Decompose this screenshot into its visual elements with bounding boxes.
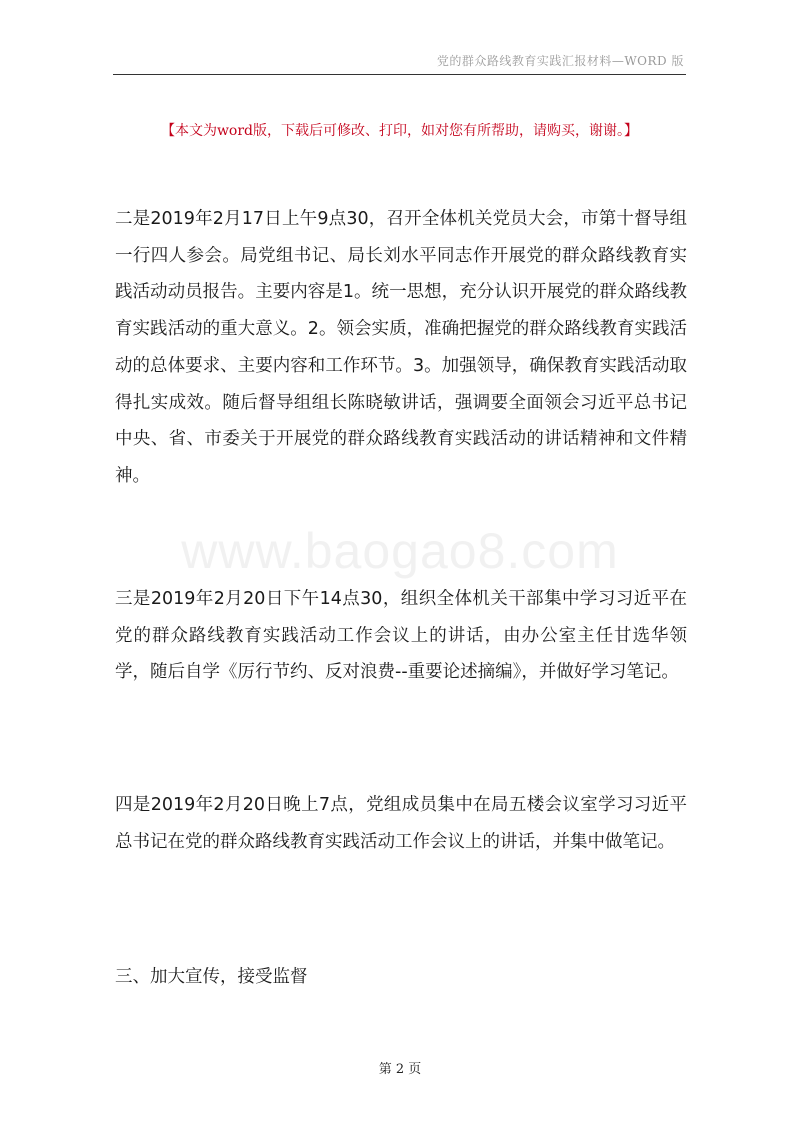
paragraph-study-feb20-afternoon: 三是2019年2月20日下午14点30，组织全体机关干部集中学习习近平在党的群众路线教育实践活动工作会议上的讲话，由办公室主任甘选华领学，随后自学《厉行节约、反对浪费--重要论述摘编》，并做好学习笔记。	[115, 589, 687, 683]
purchase-notice: 【本文为word版，下载后可修改、打印，如对您有所帮助，请购买，谢谢。】	[160, 123, 639, 139]
header-divider	[113, 74, 686, 75]
paragraph-study-feb20-evening: 四是2019年2月20日晚上7点，党组成员集中在局五楼会议室学习习近平总书记在党的群众路线教育实践活动工作会议上的讲话，并集中做笔记。	[115, 795, 687, 852]
page-number: 第 2 页	[378, 1062, 422, 1077]
section-heading-publicity: 三、加大宣传，接受监督	[115, 967, 308, 987]
watermark: www.baogao8.com	[181, 523, 619, 579]
page-header-title: 党的群众路线教育实践汇报材料—WORD 版	[436, 54, 684, 68]
paragraph-meeting-feb17: 二是2019年2月17日上午9点30，召开全体机关党员大会，市第十督导组一行四人参会。局党组书记、局长刘水平同志作开展党的群众路线教育实践活动动员报告。主要内容是1。统一思想，充分认识开展党的群众路线教育实践活动的重大意义。2。领会实质，准确把握党的群众路线教育实践活动的总体要求、主要内容和工作环节。3。加强领导，确保教育实践活动取得扎实成效。随后督导组组长陈晓敏讲话，强调要全面领会习近平总书记中央、省、市委关于开展党的群众路线教育实践活动的讲话精神和文件精神。	[115, 209, 687, 486]
